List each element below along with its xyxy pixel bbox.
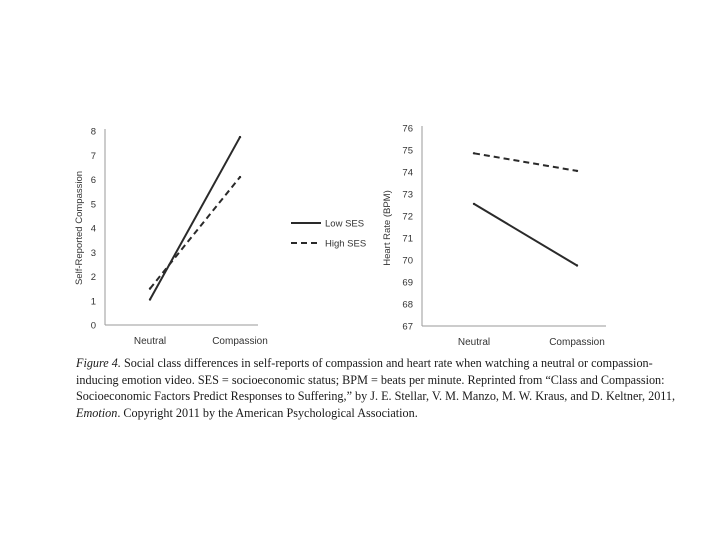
data-point bbox=[149, 298, 151, 300]
x-tick-label: Compassion bbox=[212, 336, 268, 347]
y-tick-label: 5 bbox=[90, 199, 96, 211]
y-tick-label: 7 bbox=[90, 150, 96, 162]
y-axis-label: Heart Rate (BPM) bbox=[382, 190, 393, 266]
y-tick-label: 68 bbox=[402, 299, 413, 311]
y-tick-label: 73 bbox=[402, 189, 413, 201]
y-tick-label: 8 bbox=[90, 126, 96, 138]
data-point bbox=[473, 203, 475, 205]
y-tick-label: 1 bbox=[90, 296, 96, 308]
y-tick-label: 3 bbox=[90, 247, 96, 259]
y-tick-label: 2 bbox=[90, 272, 96, 283]
heart-rate-chart bbox=[382, 124, 606, 349]
x-tick-label: Compassion bbox=[549, 337, 605, 348]
y-tick-label: 72 bbox=[402, 211, 413, 223]
caption-text-1: Social class differences in self-reports of compassion and heart rate when watching a neutral or compassion-inducing emotion video. SES = socioeconomic status; BPM = beats per minute. Reprinted from “Class and Compassion: Socioeconomic Factors Predict Responses to Suffering,” by J. E. Stellar, V. M. Manzo, M. W. Kraus, and D. Keltner, 2011, bbox=[76, 356, 676, 403]
y-tick-label: 75 bbox=[402, 145, 413, 157]
y-tick-label: 6 bbox=[90, 175, 96, 186]
y-tick-label: 71 bbox=[402, 233, 413, 245]
series-line-solid bbox=[150, 137, 240, 299]
data-point bbox=[239, 136, 241, 138]
data-point bbox=[149, 287, 151, 289]
legend-label: Low SES bbox=[325, 218, 365, 230]
y-tick-label: 4 bbox=[90, 223, 96, 235]
caption-text-2: . Copyright 2011 by the American Psychological Association. bbox=[117, 405, 418, 420]
x-tick-label: Neutral bbox=[457, 337, 491, 348]
data-point bbox=[576, 170, 578, 172]
series-line-dashed bbox=[150, 177, 240, 289]
caption-journal: Emotion bbox=[76, 405, 118, 420]
compassion-chart bbox=[74, 127, 366, 348]
legend-label: High SES bbox=[325, 238, 367, 250]
y-axis-label: Self-Reported Compassion bbox=[74, 170, 85, 286]
y-tick-label: 69 bbox=[402, 277, 413, 289]
y-tick-label: 76 bbox=[402, 123, 413, 135]
figure-caption bbox=[76, 355, 676, 421]
y-tick-label: 70 bbox=[402, 255, 413, 267]
data-point bbox=[576, 264, 578, 266]
x-tick-label: Neutral bbox=[133, 336, 167, 347]
y-tick-label: 0 bbox=[90, 320, 96, 332]
caption-label: Figure 4. bbox=[76, 356, 121, 370]
y-tick-label: 74 bbox=[402, 167, 413, 179]
data-point bbox=[473, 152, 475, 154]
data-point bbox=[239, 176, 241, 178]
series-line-dashed bbox=[474, 153, 577, 171]
y-tick-label: 67 bbox=[402, 321, 413, 333]
series-line-solid bbox=[474, 204, 577, 266]
